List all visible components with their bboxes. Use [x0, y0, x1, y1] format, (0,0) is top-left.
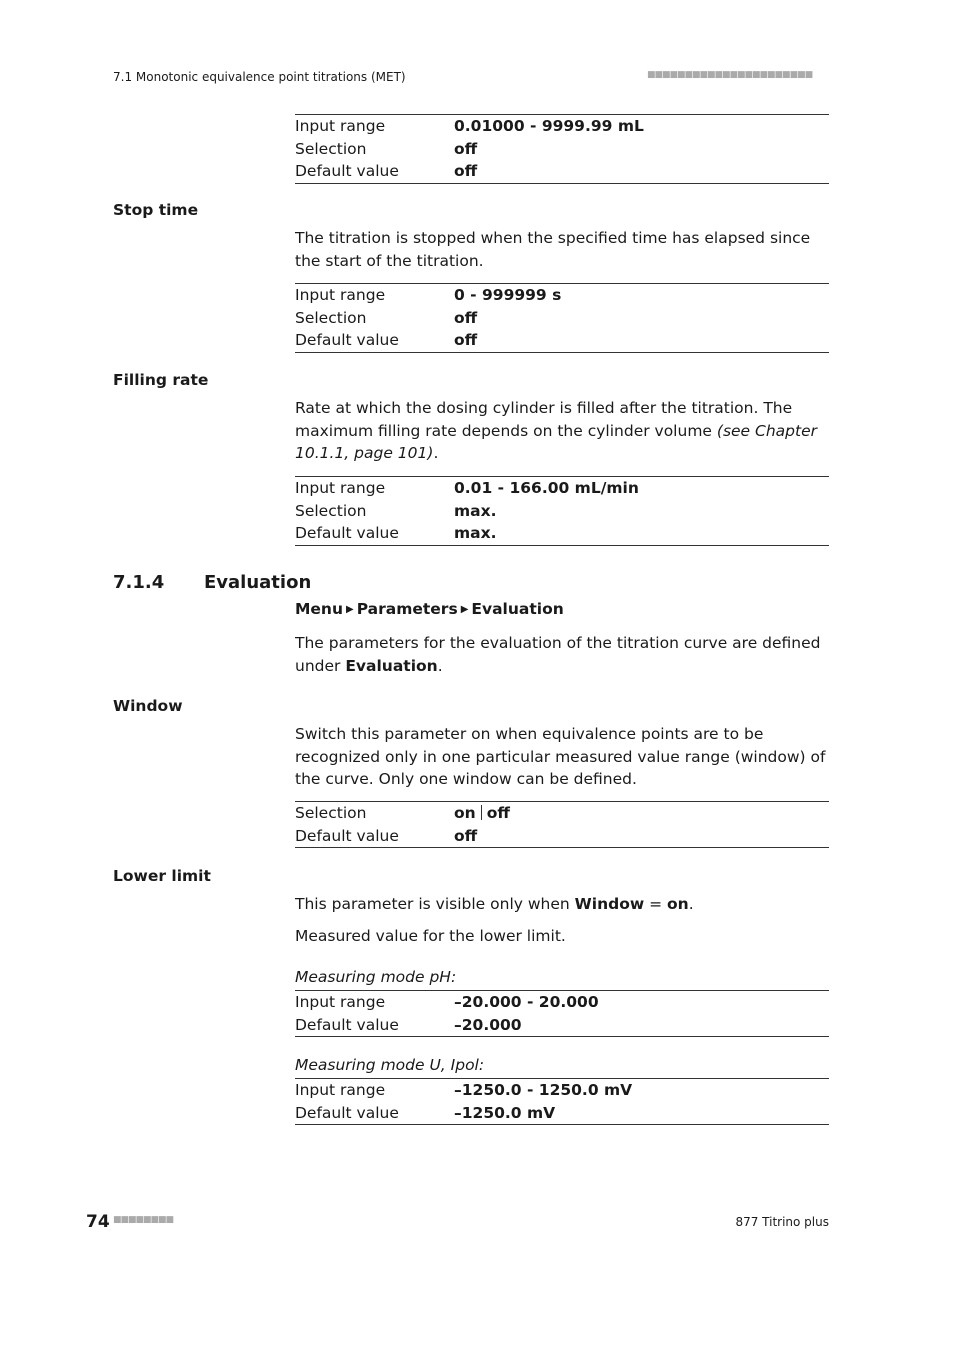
stop-time-description: The titration is stopped when the specified time has elapsed since the start of the titration.	[295, 229, 811, 270]
option-on: on	[454, 804, 476, 823]
param-key: Default value	[295, 1015, 399, 1034]
lower-limit-description: Measured value for the lower limit.	[295, 927, 566, 945]
param-key: Selection	[295, 308, 367, 327]
table-row	[295, 802, 829, 825]
param-value: 0 - 999999 s	[454, 286, 562, 305]
param-value: max.	[454, 524, 497, 543]
lower-limit-visibility	[295, 893, 835, 916]
mode-u-caption: Measuring mode U, Ipol:	[295, 1056, 485, 1074]
menu-separator-icon: ▶	[346, 604, 354, 615]
menu-path-item: Evaluation	[471, 600, 564, 618]
param-value: –1250.0 mV	[454, 1103, 556, 1122]
table-row	[295, 284, 829, 307]
mode-ph-caption: Measuring mode pH:	[295, 968, 457, 986]
param-key: Default value	[295, 524, 399, 543]
table-row	[295, 500, 829, 523]
filling-rate-table	[295, 476, 829, 546]
param-value: –1250.0 - 1250.0 mV	[454, 1081, 633, 1100]
param-value: –20.000 - 20.000	[454, 993, 599, 1012]
top-parameter-table	[295, 114, 829, 184]
section-intro	[295, 632, 835, 677]
chapter-reference: (see Chapter 10.1.1, page 101)	[295, 421, 817, 462]
running-header-section: 7.1 Monotonic equivalence point titrations (MET)	[113, 70, 406, 84]
visibility-value: on	[667, 895, 689, 913]
mode-ph-table	[295, 990, 829, 1037]
table-row	[295, 1079, 829, 1102]
menu-path-item: Menu	[295, 600, 344, 618]
param-key: Default value	[295, 826, 399, 845]
param-value: off	[454, 139, 478, 158]
visibility-eq: =	[644, 895, 668, 913]
param-key: Input range	[295, 117, 386, 136]
param-key: Default value	[295, 331, 399, 350]
param-key: Default value	[295, 162, 399, 181]
param-key: Selection	[295, 804, 367, 823]
window-label: Window	[113, 697, 183, 715]
section-title: Evaluation	[204, 572, 312, 593]
param-value: max.	[454, 501, 497, 520]
param-value: –20.000	[454, 1015, 522, 1034]
param-key: Selection	[295, 139, 367, 158]
param-value: off	[454, 162, 478, 181]
mode-u-table	[295, 1078, 829, 1125]
period: .	[433, 444, 439, 462]
param-key: Input range	[295, 1081, 386, 1100]
footer-decoration: ■■■■■■■■	[113, 1215, 174, 1225]
product-name: 877 Titrino plus	[735, 1215, 829, 1229]
intro-bold: Evaluation	[345, 656, 438, 675]
visibility-text: This parameter is visible only when	[295, 895, 570, 913]
param-value	[454, 804, 510, 822]
param-key: Selection	[295, 501, 367, 520]
table-row	[295, 825, 829, 848]
visibility-param: Window	[574, 895, 645, 913]
option-off: off	[486, 804, 510, 823]
option-separator	[481, 805, 482, 820]
table-row	[295, 138, 829, 161]
param-key: Input range	[295, 479, 386, 498]
param-value: off	[454, 308, 478, 327]
filling-rate-label: Filling rate	[113, 371, 209, 389]
window-description: Switch this parameter on when equivalence points are to be recognized only in one particular measured value range (window) of the curve. Only one window can be defined.	[295, 725, 826, 788]
table-row	[295, 522, 829, 545]
param-key: Input range	[295, 993, 386, 1012]
stop-time-label: Stop time	[113, 201, 199, 219]
stop-time-table	[295, 283, 829, 353]
param-value: off	[454, 331, 478, 350]
intro-text: The parameters for the evaluation of the titration curve are defined under	[295, 634, 821, 675]
param-value: 0.01000 - 9999.99 mL	[454, 117, 644, 136]
header-decoration: ■■■■■■■■■■■■■■■■■■■■■■	[647, 70, 813, 80]
lower-limit-label: Lower limit	[113, 867, 211, 885]
param-value: off	[454, 826, 478, 845]
filling-rate-description	[295, 397, 835, 465]
visibility-end: .	[688, 895, 694, 913]
section-number: 7.1.4	[113, 572, 165, 593]
table-row	[295, 477, 829, 500]
param-key: Input range	[295, 286, 386, 305]
menu-path-item: Parameters	[356, 600, 458, 618]
intro-end: .	[437, 656, 443, 675]
table-row	[295, 160, 829, 183]
table-row	[295, 1014, 829, 1037]
description-text: Rate at which the dosing cylinder is filled after the titration. The maximum filling rate depends on the cylinder volume	[295, 399, 793, 440]
page-number: 74	[86, 1212, 110, 1232]
menu-path	[295, 600, 564, 618]
table-row	[295, 307, 829, 330]
window-table	[295, 801, 829, 848]
param-key: Default value	[295, 1103, 399, 1122]
table-row	[295, 115, 829, 138]
table-row	[295, 1102, 829, 1125]
table-row	[295, 991, 829, 1014]
table-row	[295, 329, 829, 352]
menu-separator-icon: ▶	[460, 604, 469, 615]
param-value: 0.01 - 166.00 mL/min	[454, 479, 639, 498]
